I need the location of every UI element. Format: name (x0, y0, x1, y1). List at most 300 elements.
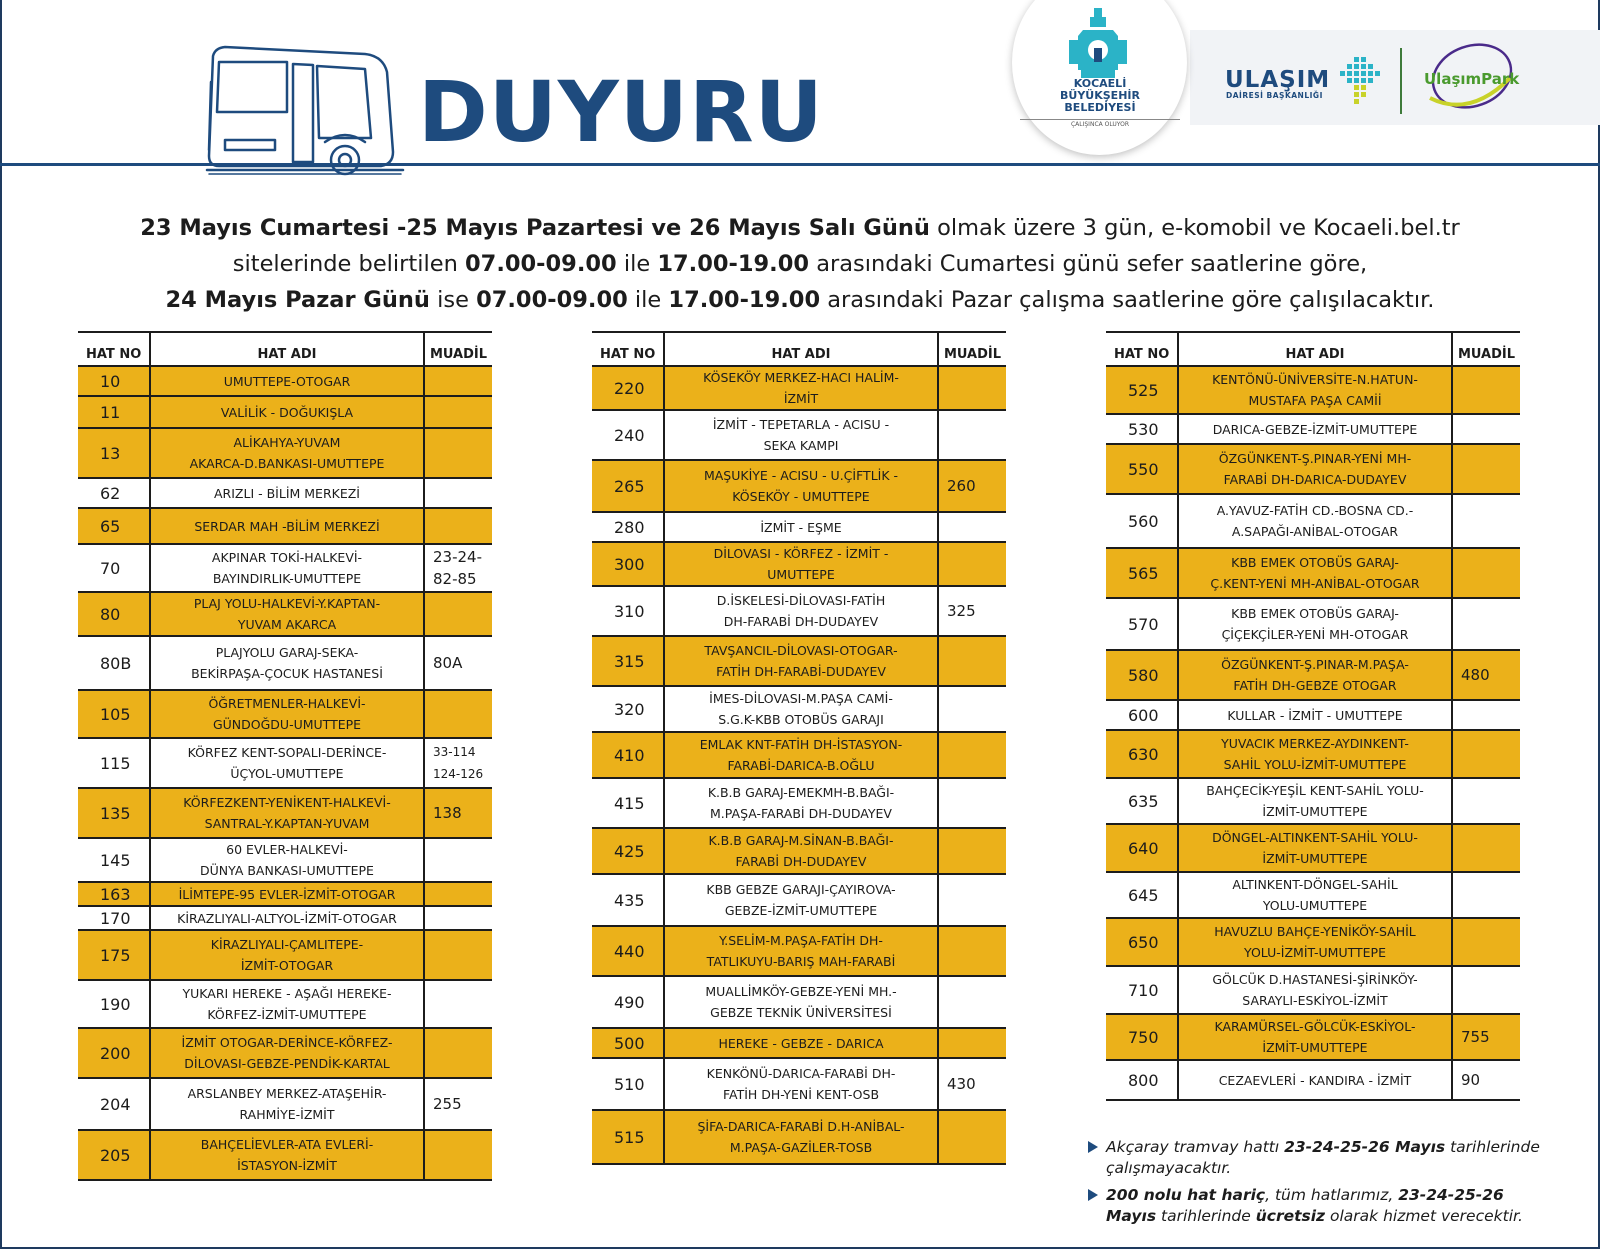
hat-adi (150, 508, 424, 544)
hat-adi-line: İLİMTEPE-95 EVLER-İZMİT-OTOGAR (178, 886, 396, 902)
note-bold: 23-24-25-26 Mayıs (1106, 1186, 1504, 1225)
hat-adi-line: SARAYLI-ESKİYOL-İZMİT (1242, 993, 1388, 1008)
muadil (938, 732, 1006, 778)
hat-no: 800 (1106, 1060, 1178, 1100)
table-row (78, 906, 492, 930)
hat-adi-line: DÖNGEL-ALTINKENT-SAHİL YOLU- (1212, 830, 1418, 845)
muadil (938, 874, 1006, 926)
hat-no: 415 (592, 778, 664, 828)
hat-adi-line: SANTRAL-Y.KAPTAN-YUVAM (204, 816, 370, 831)
ulasim-dots-icon (1340, 55, 1385, 110)
hat-adi-line: İSTASYON-İZMİT (237, 1158, 337, 1173)
announcement-time: 07.00-09.00 (465, 251, 617, 277)
hat-adi-line: KBB EMEK OTOBÜS GARAJ- (1231, 555, 1399, 570)
table-row (78, 1078, 492, 1130)
hat-adi-line: BAHÇELİEVLER-ATA EVLERİ- (200, 1137, 374, 1152)
hat-adi (664, 512, 938, 542)
hat-no: 13 (78, 428, 150, 478)
hat-adi-line: KÖSEKÖY MERKEZ-HACI HALİM- (703, 370, 899, 385)
hat-adi (664, 828, 938, 874)
hat-adi-line: MAŞUKİYE - ACISU - U.ÇİFTLİK - (703, 468, 899, 483)
announcement-text: arasındaki Pazar çalışma saatlerine göre çalışılacaktır. (820, 287, 1435, 313)
muadil (1452, 730, 1520, 778)
table-row (78, 428, 492, 478)
table-row (592, 410, 1006, 460)
hat-adi-line: KİRAZLIYALI-ALTYOL-İZMİT-OTOGAR (177, 910, 397, 926)
hat-no: 145 (78, 838, 150, 882)
announcement-time: 07.00-09.00 (476, 287, 628, 313)
header-muadil: MUADİL (1452, 332, 1520, 366)
hat-adi (664, 926, 938, 976)
hat-adi (150, 636, 424, 690)
table-row (78, 508, 492, 544)
table-row (592, 636, 1006, 686)
hat-adi-line: DİLOVASI - KÖRFEZ - İZMİT - (713, 546, 889, 561)
hat-adi-line: DARICA-GEBZE-İZMİT-UMUTTEPE (1212, 421, 1418, 437)
hat-no: 70 (78, 544, 150, 592)
hat-no: 580 (1106, 650, 1178, 700)
muadil (424, 738, 492, 788)
hat-no: 490 (592, 976, 664, 1028)
route-table-1 (78, 331, 492, 1181)
table-row (1106, 966, 1520, 1014)
hat-no: 435 (592, 874, 664, 926)
hat-adi (150, 930, 424, 980)
hat-adi-line: KÖRFEZKENT-YENİKENT-HALKEVİ- (183, 795, 391, 810)
hat-adi-line: GEBZE-İZMİT-UMUTTEPE (724, 903, 878, 918)
header-hat-adi: HAT ADI (150, 332, 424, 366)
note-text: , tüm hatlarımız, (1265, 1186, 1399, 1204)
table-row (592, 976, 1006, 1028)
kbb-emblem-icon (1063, 8, 1133, 84)
muadil-line: 138 (433, 804, 462, 822)
header-hat-adi: HAT ADI (664, 332, 938, 366)
table-row (592, 874, 1006, 926)
ulasimpark-logo-text: UlaşımPark (1424, 70, 1520, 88)
header-hat-no: HAT NO (78, 332, 150, 366)
hat-adi-line: GÖLCÜK D.HASTANESİ-ŞİRİNKÖY- (1212, 972, 1418, 987)
hat-no: 300 (592, 542, 664, 586)
hat-adi-line: DÜNYA BANKASI-UMUTTEPE (200, 863, 374, 878)
hat-adi (1178, 700, 1452, 730)
table-row (1106, 494, 1520, 548)
hat-adi (664, 366, 938, 410)
hat-adi-line: FATİH DH-FARABİ-DUDAYEV (716, 664, 886, 679)
hat-adi (1178, 548, 1452, 598)
note-text: olarak hizmet verecektir. (1325, 1207, 1523, 1225)
muadil (938, 366, 1006, 410)
hat-adi-line: A.SAPAĞI-ANİBAL-OTOGAR (1231, 524, 1399, 539)
hat-adi-line: YUKARI HEREKE - AŞAĞI HEREKE- (182, 986, 392, 1001)
hat-adi (150, 1028, 424, 1078)
hat-no: 80 (78, 592, 150, 636)
muadil-line: 33-114 (433, 745, 476, 759)
hat-adi-line: ÖZGÜNKENT-Ş.PINAR-M.PAŞA- (1221, 657, 1409, 672)
hat-adi-line: İZMİT (783, 391, 819, 406)
muadil (938, 926, 1006, 976)
table-row (78, 690, 492, 738)
announcement-text: ile (616, 251, 658, 277)
hat-adi (664, 778, 938, 828)
hat-adi (1178, 650, 1452, 700)
hat-adi-line: HEREKE - GEBZE - DARICA (718, 1035, 884, 1051)
announcement-text: ise (429, 287, 477, 313)
hat-adi (664, 732, 938, 778)
muadil (424, 882, 492, 906)
header-hat-no: HAT NO (1106, 332, 1178, 366)
ulasim-logo-title: ULAŞIM (1225, 67, 1331, 93)
hat-adi-line: YOLU-İZMİT-UMUTTEPE (1244, 945, 1386, 960)
table-row (1106, 872, 1520, 918)
hat-adi (150, 366, 424, 396)
muadil-line: 255 (433, 1095, 462, 1113)
hat-adi (1178, 778, 1452, 824)
table-row (592, 460, 1006, 512)
muadil-line: 124-126 (433, 767, 484, 781)
table-row (78, 636, 492, 690)
hat-adi (664, 460, 938, 512)
hat-adi-line: İZMİT-UMUTTEPE (1262, 804, 1368, 819)
hat-adi-line: KARAMÜRSEL-GÖLCÜK-ESKİYOL- (1214, 1019, 1416, 1034)
hat-no: 525 (1106, 366, 1178, 414)
hat-adi (1178, 730, 1452, 778)
hat-adi-line: PLAJYOLU GARAJ-SEKA- (215, 645, 359, 660)
announcement-line-3 (80, 282, 1520, 318)
muadil (424, 906, 492, 930)
hat-adi-line: BAYINDIRLIK-UMUTTEPE (212, 571, 362, 586)
announcement-time: 17.00-19.00 (668, 287, 821, 313)
muadil-line: 430 (947, 1075, 976, 1093)
hat-adi-line: PLAJ YOLU-HALKEVİ-Y.KAPTAN- (193, 596, 381, 611)
hat-adi (150, 882, 424, 906)
table-row (592, 1110, 1006, 1164)
hat-adi-line: FATİH DH-GEBZE OTOGAR (1233, 678, 1397, 693)
muadil (424, 366, 492, 396)
note-bold: ücretsiz (1255, 1207, 1326, 1225)
muadil (424, 636, 492, 690)
announcement (80, 210, 1520, 318)
notes (1088, 1137, 1558, 1233)
hat-adi (1178, 598, 1452, 650)
header-muadil: MUADİL (938, 332, 1006, 366)
hat-adi (150, 478, 424, 508)
muadil (938, 1110, 1006, 1164)
hat-adi (150, 838, 424, 882)
hat-no: 11 (78, 396, 150, 428)
hat-adi (1178, 1014, 1452, 1060)
muadil (424, 1078, 492, 1130)
hat-adi-line: BAHÇECİK-YEŞİL KENT-SAHİL YOLU- (1206, 783, 1424, 798)
hat-adi (1178, 366, 1452, 414)
muadil (938, 542, 1006, 586)
hat-adi (664, 1058, 938, 1110)
kbb-name-line3: BELEDİYESİ (1064, 101, 1136, 114)
hat-no: 205 (78, 1130, 150, 1180)
muadil (424, 690, 492, 738)
hat-adi (1178, 872, 1452, 918)
announcement-line-2 (80, 246, 1520, 282)
table-row (592, 1058, 1006, 1110)
muadil (938, 1058, 1006, 1110)
table-row (1106, 918, 1520, 966)
hat-adi-line: İZMİT OTOGAR-DERİNCE-KÖRFEZ- (181, 1035, 393, 1050)
hat-adi-line: SERDAR MAH -BİLİM MERKEZİ (194, 518, 380, 534)
hat-adi-line: ÇİÇEKÇİLER-YENİ MH-OTOGAR (1221, 627, 1409, 642)
muadil-line: 480 (1461, 666, 1490, 684)
hat-adi-line: İZMİT-UMUTTEPE (1262, 851, 1368, 866)
page-title: DUYURU (418, 63, 824, 161)
hat-adi-line: ARIZLI - BİLİM MERKEZİ (214, 485, 360, 501)
muadil (1452, 1014, 1520, 1060)
muadil (424, 930, 492, 980)
hat-adi (664, 542, 938, 586)
hat-adi (150, 690, 424, 738)
announcement-time: 17.00-19.00 (657, 251, 810, 277)
hat-adi-line: ÖZGÜNKENT-Ş.PINAR-YENİ MH- (1218, 451, 1412, 466)
hat-no: 175 (78, 930, 150, 980)
hat-adi-line: GÜNDOĞDU-UMUTTEPE (212, 717, 362, 732)
muadil (424, 838, 492, 882)
muadil (1452, 824, 1520, 872)
hat-adi (150, 1078, 424, 1130)
table-row (1106, 650, 1520, 700)
hat-adi-line: SEKA KAMPI (763, 438, 839, 453)
muadil (424, 478, 492, 508)
note-free (1088, 1185, 1558, 1227)
hat-no: 650 (1106, 918, 1178, 966)
muadil (424, 1130, 492, 1180)
table-row (78, 788, 492, 838)
hat-adi (150, 396, 424, 428)
hat-no: 163 (78, 882, 150, 906)
arrow-right-icon (1088, 1141, 1098, 1153)
header-hat-no: HAT NO (592, 332, 664, 366)
hat-adi-line: MUALLİMKÖY-GEBZE-YENİ MH.- (705, 984, 897, 999)
hat-no: 500 (592, 1028, 664, 1058)
hat-adi-line: KÖRFEZ-İZMİT-UMUTTEPE (207, 1007, 367, 1022)
hat-adi-line: YUVACIK MERKEZ-AYDINKENT- (1221, 736, 1409, 751)
muadil-line: 23-24- (433, 548, 482, 566)
hat-adi (150, 1130, 424, 1180)
muadil (938, 636, 1006, 686)
muadil (424, 428, 492, 478)
hat-adi-line: UMUTTEPE-OTOGAR (223, 373, 351, 389)
table-row (78, 930, 492, 980)
hat-adi-line: KÖRFEZ KENT-SOPALI-DERİNCE- (187, 745, 387, 760)
hat-adi-line: İZMİT-UMUTTEPE (1262, 1040, 1368, 1055)
hat-adi (664, 1028, 938, 1058)
hat-adi-line: BEKİRPAŞA-ÇOCUK HASTANESİ (191, 666, 383, 681)
hat-no: 750 (1106, 1014, 1178, 1060)
hat-no: 510 (592, 1058, 664, 1110)
muadil (1452, 872, 1520, 918)
muadil-line: 90 (1461, 1071, 1481, 1089)
hat-no: 310 (592, 586, 664, 636)
table-row (78, 1028, 492, 1078)
note-bold: 23-24-25-26 Mayıs (1284, 1138, 1446, 1156)
muadil-line: 82-85 (433, 570, 477, 588)
muadil (424, 544, 492, 592)
hat-no: 565 (1106, 548, 1178, 598)
table-row (1106, 1060, 1520, 1100)
table-row (78, 882, 492, 906)
hat-adi (150, 592, 424, 636)
hat-adi (664, 686, 938, 732)
muadil (1452, 966, 1520, 1014)
hat-adi-line: A.YAVUZ-FATİH CD.-BOSNA CD.- (1216, 503, 1414, 518)
muadil (938, 686, 1006, 732)
hat-adi (664, 1110, 938, 1164)
hat-adi (1178, 918, 1452, 966)
muadil (1452, 444, 1520, 494)
hat-no: 265 (592, 460, 664, 512)
hat-no: 560 (1106, 494, 1178, 548)
muadil (938, 778, 1006, 828)
note-text: tarihlerinde çalışmayacaktır. (1106, 1138, 1540, 1177)
hat-adi-line: KENKÖNÜ-DARICA-FARABİ DH- (706, 1066, 896, 1081)
announcement-text: arasındaki Cumartesi günü sefer saatlerine göre, (809, 251, 1368, 277)
table-row (78, 396, 492, 428)
hat-adi (150, 428, 424, 478)
muadil (424, 980, 492, 1028)
announcement-text: olmak üzere 3 gün, e-komobil ve Kocaeli.bel.tr (929, 215, 1460, 241)
hat-adi-line: D.İSKELESİ-DİLOVASI-FATİH (716, 593, 886, 608)
note-text: tarihlerinde (1156, 1207, 1256, 1225)
table-row (1106, 1014, 1520, 1060)
hat-no: 204 (78, 1078, 150, 1130)
hat-no: 530 (1106, 414, 1178, 444)
muadil (938, 512, 1006, 542)
kbb-name (1020, 78, 1180, 114)
hat-adi-line: İZMİT - EŞME (760, 519, 842, 535)
announcement-text: sitelerinde belirtilen (232, 251, 466, 277)
table-row (592, 926, 1006, 976)
table-row (592, 366, 1006, 410)
muadil (1452, 494, 1520, 548)
hat-no: 115 (78, 738, 150, 788)
hat-no: 315 (592, 636, 664, 686)
muadil (938, 410, 1006, 460)
muadil (938, 828, 1006, 874)
hat-adi (1178, 966, 1452, 1014)
route-table-3 (1106, 331, 1520, 1101)
hat-adi (664, 410, 938, 460)
route-table-2 (592, 331, 1006, 1165)
muadil (1452, 1060, 1520, 1100)
muadil (1452, 700, 1520, 730)
hat-adi-line: CEZAEVLERİ - KANDIRA - İZMİT (1218, 1072, 1412, 1088)
table-row (592, 542, 1006, 586)
hat-adi-line: KİRAZLIYALI-ÇAMLITEPE- (210, 937, 364, 952)
hat-adi-line: S.G.K-KBB OTOBÜS GARAJI (718, 712, 884, 727)
hat-no: 10 (78, 366, 150, 396)
announcement-date: 24 Mayıs Pazar Günü (165, 287, 430, 313)
hat-adi (150, 738, 424, 788)
hat-adi (664, 874, 938, 926)
hat-adi-line: SAHİL YOLU-İZMİT-UMUTTEPE (1223, 757, 1407, 772)
muadil (938, 976, 1006, 1028)
table-row (78, 366, 492, 396)
table-row (1106, 700, 1520, 730)
hat-no: 170 (78, 906, 150, 930)
hat-adi-line: KULLAR - İZMİT - UMUTTEPE (1227, 707, 1403, 723)
hat-no: 240 (592, 410, 664, 460)
hat-adi (1178, 494, 1452, 548)
hat-adi-line: FARABİ-DARICA-B.OĞLU (727, 758, 875, 773)
muadil (1452, 366, 1520, 414)
hat-adi-line: UMUTTEPE (767, 567, 835, 582)
table-row (592, 778, 1006, 828)
hat-adi-line: K.B.B GARAJ-M.SİNAN-B.BAĞI- (708, 833, 894, 848)
muadil (938, 586, 1006, 636)
hat-adi-line: KBB EMEK OTOBÜS GARAJ- (1231, 606, 1399, 621)
header-divider (0, 163, 1600, 166)
hat-adi-line: Ç.KENT-YENİ MH-ANİBAL-OTOGAR (1210, 576, 1420, 591)
table-row (78, 738, 492, 788)
hat-adi-line: DH-FARABİ DH-DUDAYEV (723, 614, 879, 629)
table-row (78, 1130, 492, 1180)
muadil (938, 460, 1006, 512)
hat-no: 105 (78, 690, 150, 738)
hat-no: 190 (78, 980, 150, 1028)
arrow-right-icon (1088, 1189, 1098, 1201)
table-row (78, 980, 492, 1028)
logo-divider (1400, 48, 1402, 114)
hat-adi-line: GEBZE TEKNİK ÜNİVERSİTESİ (710, 1005, 892, 1020)
hat-adi-line: FARABİ DH-DUDAYEV (735, 854, 867, 869)
hat-adi-line: ŞİFA-DARICA-FARABİ D.H-ANİBAL- (697, 1119, 905, 1134)
hat-adi-line: EMLAK KNT-FATİH DH-İSTASYON- (699, 737, 903, 752)
hat-adi-line: VALİLİK - DOĞUKIŞLA (220, 404, 354, 420)
hat-adi-line: M.PAŞA-GAZİLER-TOSB (729, 1140, 873, 1155)
muadil (424, 396, 492, 428)
table-row (1106, 366, 1520, 414)
hat-no: 220 (592, 366, 664, 410)
hat-adi-line: RAHMİYE-İZMİT (239, 1107, 335, 1122)
announcement-line-1 (80, 210, 1520, 246)
table-row (592, 732, 1006, 778)
table-row (1106, 444, 1520, 494)
hat-no: 635 (1106, 778, 1178, 824)
hat-adi-line: 60 EVLER-HALKEVİ- (226, 842, 348, 857)
hat-adi (1178, 1060, 1452, 1100)
hat-adi-line: İZMİT - TEPETARLA - ACISU - (712, 417, 890, 432)
hat-no: 640 (1106, 824, 1178, 872)
hat-no: 550 (1106, 444, 1178, 494)
announcement-text: ile (627, 287, 669, 313)
note-tram (1088, 1137, 1558, 1179)
hat-no: 135 (78, 788, 150, 838)
table-row (592, 586, 1006, 636)
muadil (424, 1028, 492, 1078)
hat-adi-line: AKARCA-D.BANKASI-UMUTTEPE (189, 456, 385, 471)
hat-adi (1178, 444, 1452, 494)
muadil (424, 508, 492, 544)
note-text: Akçaray tramvay hattı (1106, 1138, 1285, 1156)
hat-adi-line: İZMİT-OTOGAR (240, 958, 334, 973)
hat-no: 515 (592, 1110, 664, 1164)
table-row (592, 828, 1006, 874)
hat-adi (150, 544, 424, 592)
hat-adi-line: DİLOVASI-GEBZE-PENDİK-KARTAL (184, 1056, 390, 1071)
hat-adi-line: KÖSEKÖY - UMUTTEPE (732, 489, 870, 504)
hat-no: 630 (1106, 730, 1178, 778)
hat-adi-line: TATLIKUYU-BARIŞ MAH-FARABİ (706, 954, 896, 969)
hat-adi (664, 586, 938, 636)
kbb-name-line1: KOCAELİ (1073, 77, 1127, 90)
hat-adi-line: ALİKAHYA-YUVAM (233, 435, 341, 450)
hat-adi (664, 976, 938, 1028)
